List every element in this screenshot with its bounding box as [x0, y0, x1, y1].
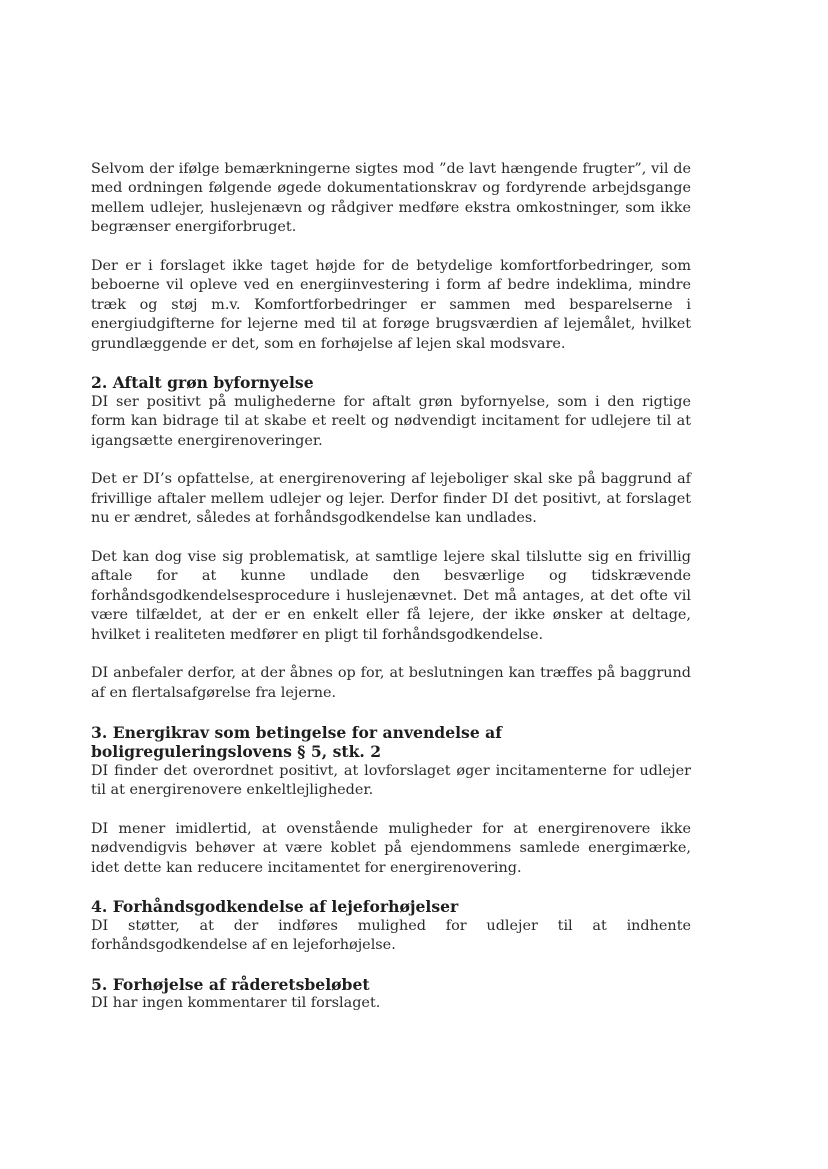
- section-heading: 4. Forhåndsgodkendelse af lejeforhøjelser: [91, 897, 459, 917]
- section-paragraph: DI finder det overordnet positivt, at lovforslaget øger incitamenterne for udlejer til at energirenovere enkeltlejligheder.: [91, 762, 691, 798]
- section-heading: 3. Energikrav som betingelse for anvendelse af boligreguleringslovens § 5, stk. 2: [91, 722, 502, 762]
- section-raderetsbelob: [91, 975, 691, 1014]
- section-energikrav: [91, 723, 691, 878]
- intro-paragraph-2: Der er i forslaget ikke taget højde for de betydelige komfortforbedringer, som beboerne vil opleve ved en energiinvestering i form af bedre indeklima, mindre træk og støj m.v. Komfortforbedringer er sammen med besparelserne i energiudgifterne for lejerne med til at forøge brugsværdien af lejemålet, hvilket grundlæggende er det, som en forhøjelse af lejen skal modsvare.: [91, 258, 691, 352]
- section-paragraph: Det er DI’s opfattelse, at energirenovering af lejeboliger skal ske på baggrund af frivillige aftaler mellem udlejer og lejer. Derfor finder DI det positivt, at forslaget nu er ændret, således at forhåndsgodkendelse kan undlades.: [91, 471, 691, 527]
- section-aftalt-gron-byfornyelse: [91, 373, 691, 703]
- section-heading: 5. Forhøjelse af råderetsbeløbet: [91, 974, 370, 994]
- section-heading: 2. Aftalt grøn byfornyelse: [91, 373, 314, 393]
- section-paragraph: DI støtter, at der indføres mulighed for udlejer til at indhente forhåndsgodkendelse af en lejeforhøjelse.: [91, 917, 691, 954]
- section-paragraph: DI mener imidlertid, at ovenstående muligheder for at energirenovere ikke nødvendigvis behøver at være koblet på ejendommens samlede energimærke, idet dette kan reducere incitamentet for energirenovering.: [91, 820, 691, 876]
- document-page: [91, 160, 691, 1033]
- section-paragraph: DI ser positivt på mulighederne for aftalt grøn byfornyelse, som i den rigtige form kan bidrage til at skabe et reelt og nødvendigt incitament for udlejere til at igangsætte energirenoveringer.: [91, 393, 691, 449]
- section-paragraph: Det kan dog vise sig problematisk, at samtlige lejere skal tilslutte sig en frivillig aftale for at kunne undlade den besværlige og tidskrævende forhåndsgodkendelsesprocedure i huslejenævnet. Det må antages, at det ofte vil være tilfældet, at der er en enkelt eller få lejere, der ikke ønsker at deltage, hvilket i realiteten medfører en pligt til forhåndsgodkendelse.: [91, 549, 691, 643]
- section-paragraph: DI har ingen kommentarer til forslaget.: [91, 995, 381, 1012]
- section-paragraph: DI anbefaler derfor, at der åbnes op for, at beslutningen kan træffes på baggrund af en flertalsafgørelse fra lejerne.: [91, 665, 691, 701]
- section-forhandsgodkendelse: [91, 897, 691, 955]
- intro-paragraph-1: Selvom der ifølge bemærkningerne sigtes mod ”de lavt hængende frugter”, vil de med ordningen følgende øgede dokumentationskrav og fordyrende arbejdsgange mellem udlejer, huslejenævn og rådgiver medføre ekstra omkostninger, som ikke begrænser energiforbruget.: [91, 161, 691, 236]
